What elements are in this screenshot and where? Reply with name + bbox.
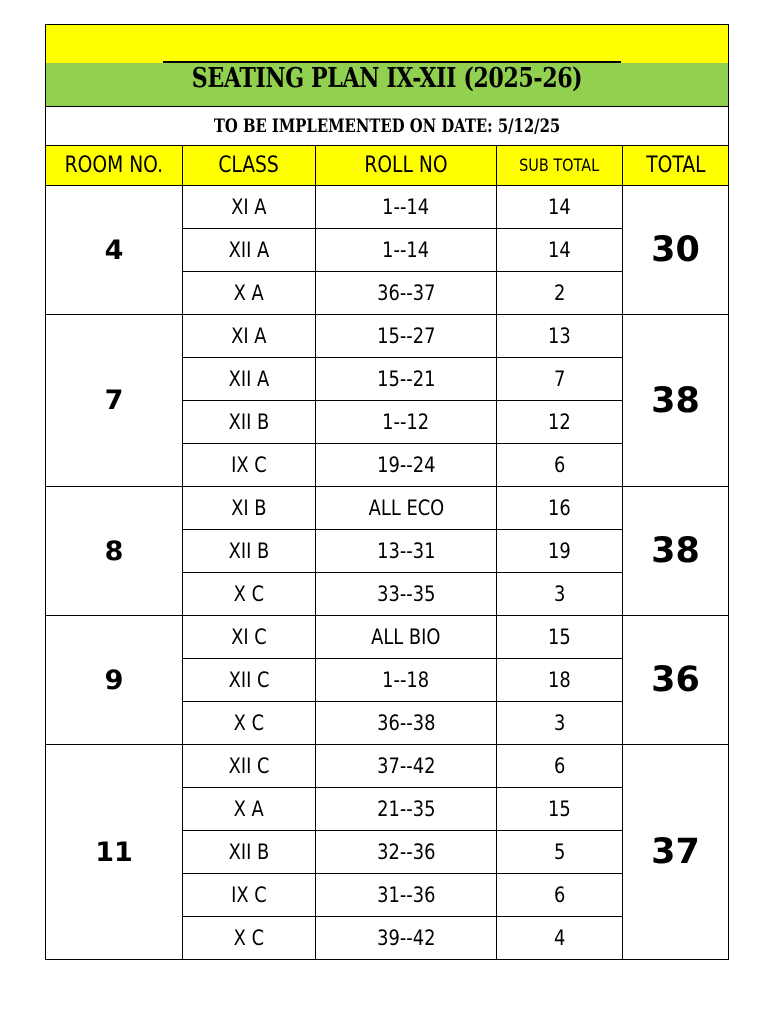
class-cell: XII B — [183, 530, 316, 573]
sub-total-cell: 6 — [497, 444, 623, 487]
roll-range-cell: 31--36 — [316, 874, 497, 917]
roll-range-cell: 1--12 — [316, 401, 497, 444]
class-cell: XII B — [183, 401, 316, 444]
header-room: ROOM NO. — [46, 146, 183, 186]
room-total: 38 — [623, 487, 729, 616]
class-cell: X C — [183, 573, 316, 616]
class-cell: IX C — [183, 444, 316, 487]
top-banner — [46, 25, 729, 64]
sub-total-cell: 6 — [497, 874, 623, 917]
room-total: 30 — [623, 186, 729, 315]
class-cell: XI A — [183, 315, 316, 358]
roll-range-cell: 1--14 — [316, 186, 497, 229]
roll-range-cell: 15--27 — [316, 315, 497, 358]
room-number: 4 — [46, 186, 183, 315]
sub-total-cell: 6 — [497, 745, 623, 788]
class-cell: X A — [183, 272, 316, 315]
roll-range-cell: 21--35 — [316, 788, 497, 831]
roll-range-cell: 36--38 — [316, 702, 497, 745]
sub-total-cell: 18 — [497, 659, 623, 702]
class-cell: XI A — [183, 186, 316, 229]
title-cell — [46, 63, 729, 107]
sub-total-cell: 12 — [497, 401, 623, 444]
header-sub-total: SUB TOTAL — [497, 146, 623, 186]
roll-range-cell: 32--36 — [316, 831, 497, 874]
roll-range-cell: 1--14 — [316, 229, 497, 272]
class-cell: XI B — [183, 487, 316, 530]
sub-total-cell: 3 — [497, 702, 623, 745]
subtitle-cell — [46, 107, 729, 146]
roll-range-cell: 19--24 — [316, 444, 497, 487]
room-number: 7 — [46, 315, 183, 487]
sub-total-cell: 7 — [497, 358, 623, 401]
header-roll: ROLL NO — [316, 146, 497, 186]
table-row — [46, 315, 729, 358]
class-cell: X A — [183, 788, 316, 831]
room-number: 11 — [46, 745, 183, 960]
roll-range-cell: 13--31 — [316, 530, 497, 573]
table-row — [46, 186, 729, 229]
table-row — [46, 616, 729, 659]
room-total: 38 — [623, 315, 729, 487]
seating-plan-sheet — [45, 24, 728, 960]
table-row — [46, 487, 729, 530]
roll-range-cell: 33--35 — [316, 573, 497, 616]
class-cell: XI C — [183, 616, 316, 659]
sub-total-cell: 3 — [497, 573, 623, 616]
roll-range-cell: 1--18 — [316, 659, 497, 702]
sub-total-cell: 14 — [497, 186, 623, 229]
implementation-date: TO BE IMPLEMENTED ON DATE: 5/12/25 — [213, 115, 561, 137]
sub-total-cell: 13 — [497, 315, 623, 358]
roll-range-cell: ALL ECO — [316, 487, 497, 530]
page-title: SEATING PLAN IX-XII (2025-26) — [107, 63, 666, 106]
class-cell: XII A — [183, 358, 316, 401]
roll-range-cell: ALL BIO — [316, 616, 497, 659]
class-cell: X C — [183, 917, 316, 960]
sub-total-cell: 15 — [497, 788, 623, 831]
seating-plan-table — [45, 24, 729, 960]
class-cell: X C — [183, 702, 316, 745]
class-cell: XII A — [183, 229, 316, 272]
sub-total-cell: 14 — [497, 229, 623, 272]
class-cell: XII C — [183, 745, 316, 788]
roll-range-cell: 15--21 — [316, 358, 497, 401]
header-row — [46, 146, 729, 186]
roll-range-cell: 39--42 — [316, 917, 497, 960]
sub-total-cell: 16 — [497, 487, 623, 530]
sub-total-cell: 5 — [497, 831, 623, 874]
sub-total-cell: 4 — [497, 917, 623, 960]
class-cell: XII C — [183, 659, 316, 702]
room-number: 8 — [46, 487, 183, 616]
class-cell: IX C — [183, 874, 316, 917]
header-class: CLASS — [183, 146, 316, 186]
sub-total-cell: 19 — [497, 530, 623, 573]
roll-range-cell: 37--42 — [316, 745, 497, 788]
sub-total-cell: 15 — [497, 616, 623, 659]
roll-range-cell: 36--37 — [316, 272, 497, 315]
table-row — [46, 745, 729, 788]
room-total: 36 — [623, 616, 729, 745]
room-total: 37 — [623, 745, 729, 960]
sub-total-cell: 2 — [497, 272, 623, 315]
header-total: TOTAL — [623, 146, 729, 186]
room-number: 9 — [46, 616, 183, 745]
class-cell: XII B — [183, 831, 316, 874]
